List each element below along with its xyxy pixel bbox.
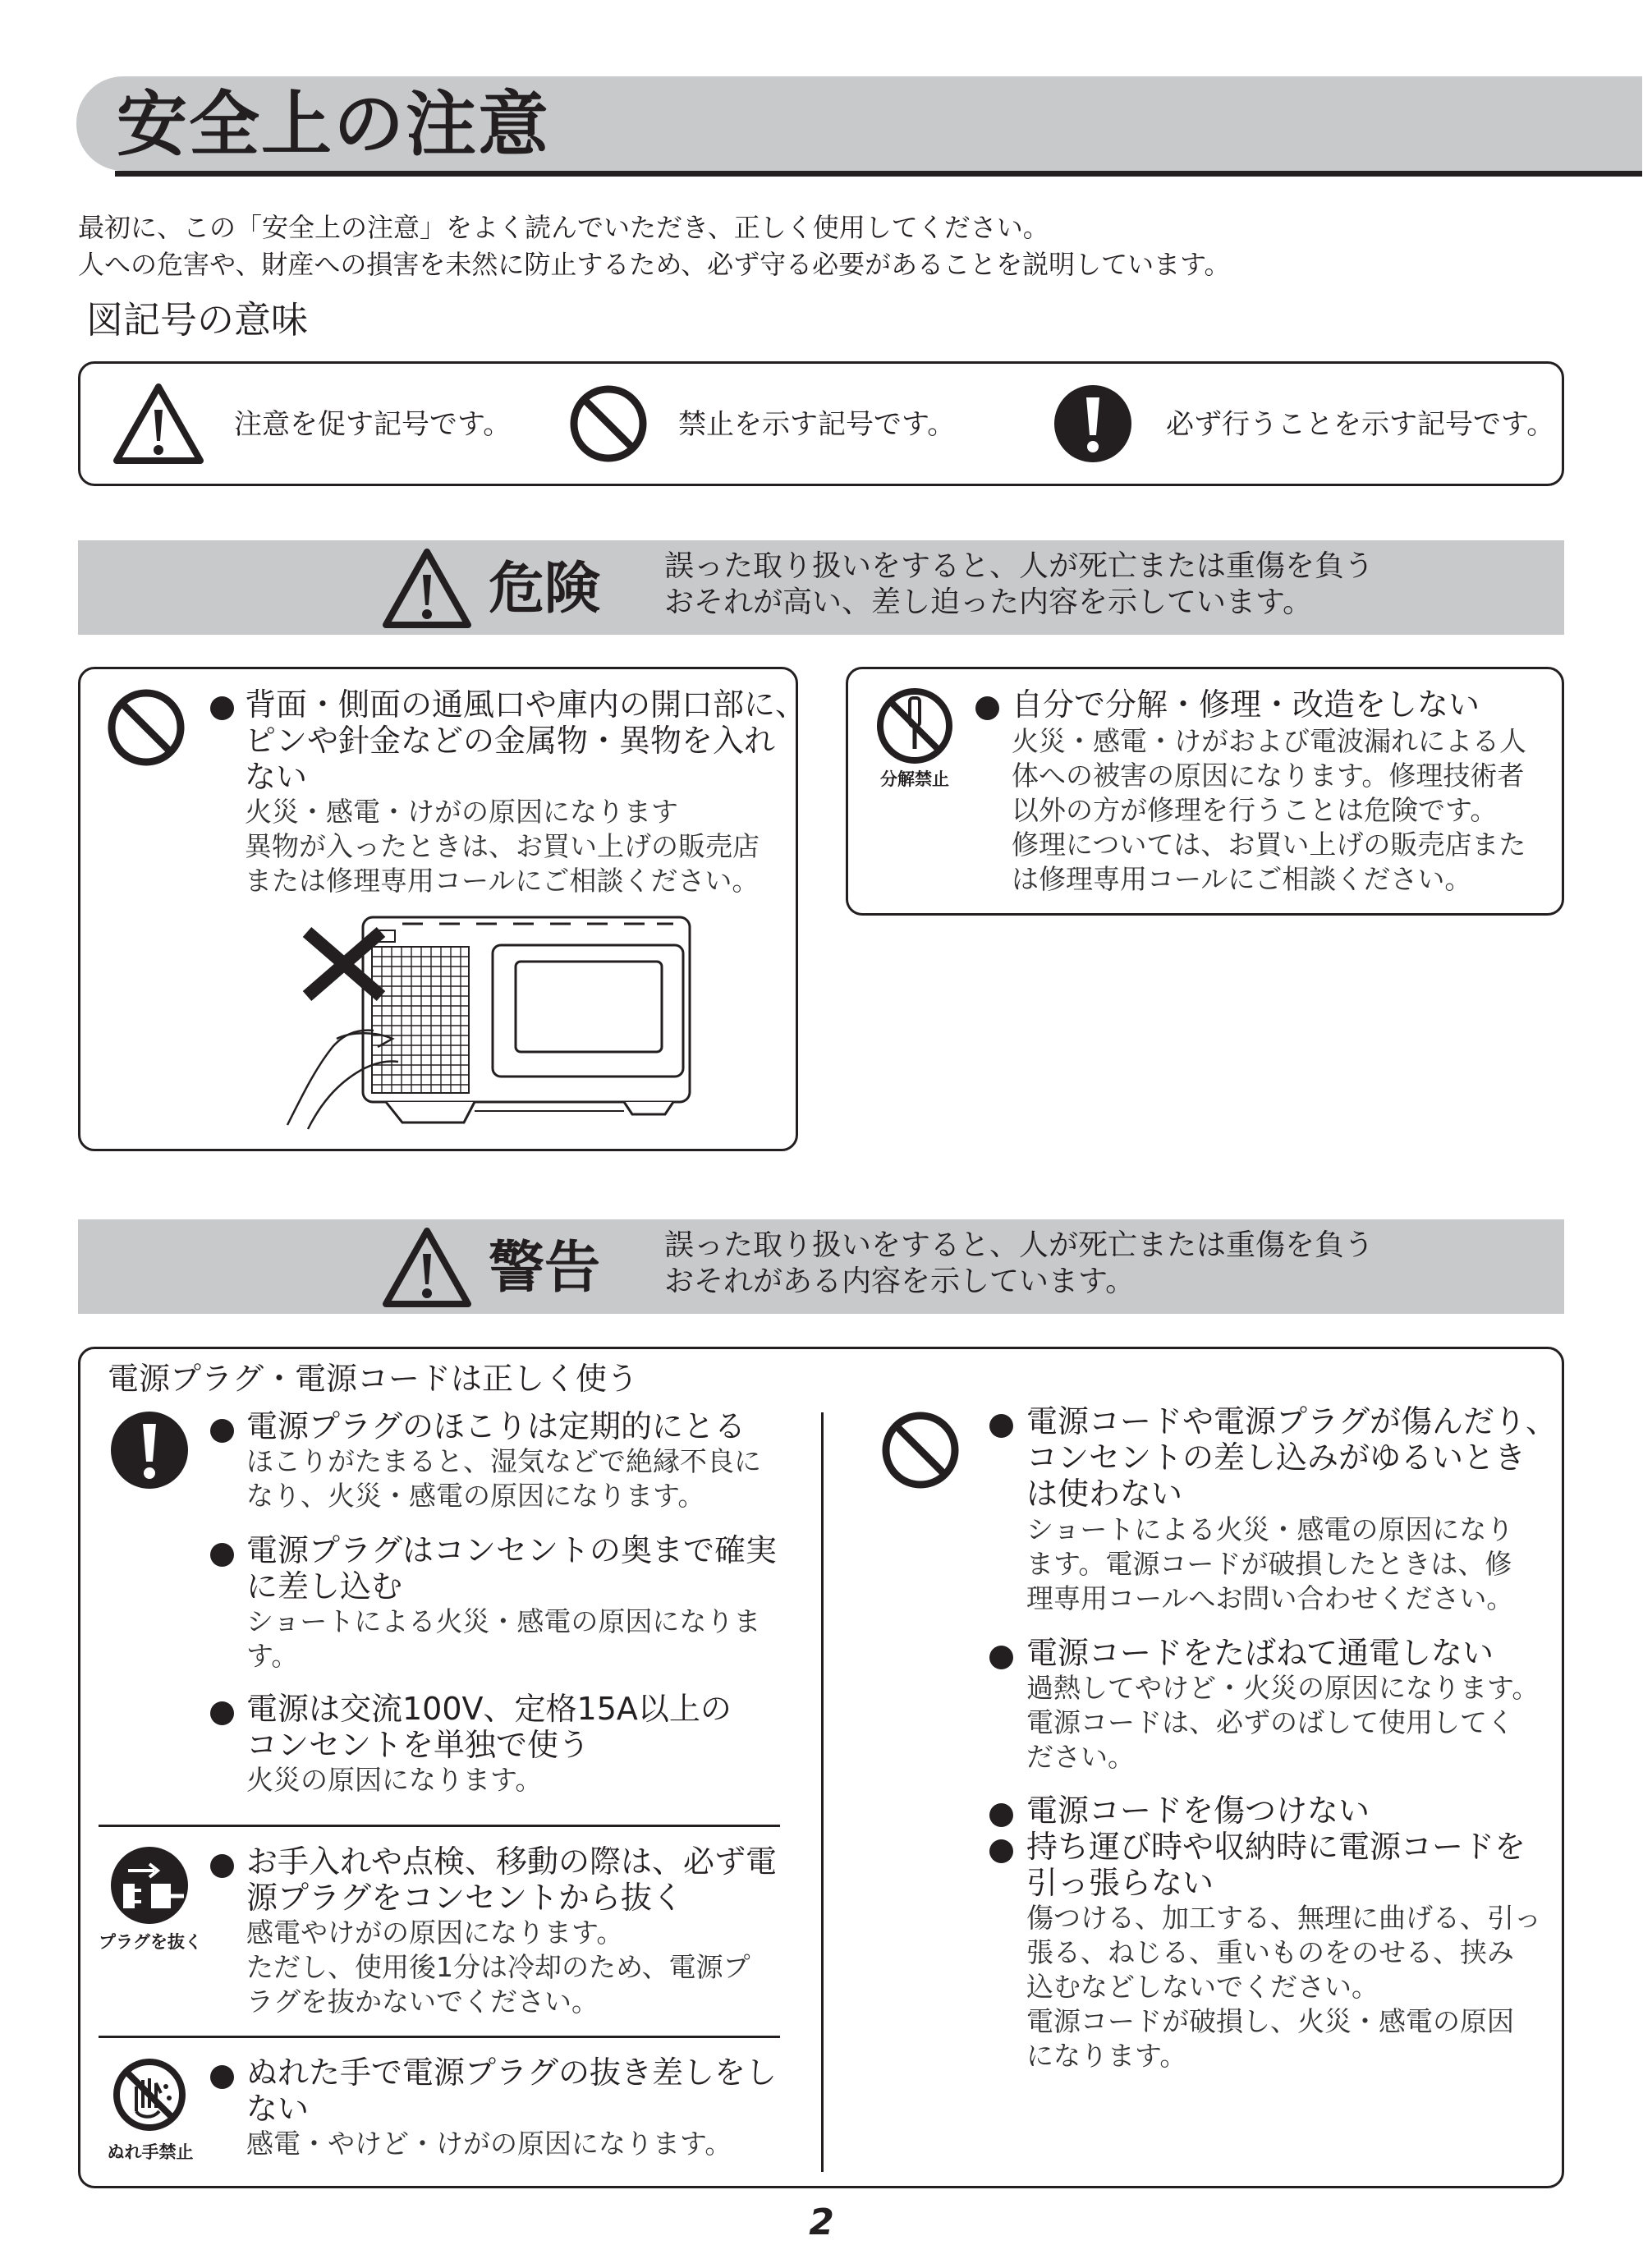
- intro-line-1: 最初に、この「安全上の注意」をよく読んでいただき、正しく使用してください。: [78, 212, 1049, 243]
- bullet-dot: [975, 696, 999, 720]
- danger-desc-line-2: おそれが高い、差し迫った内容を示しています。: [664, 585, 1313, 619]
- warning-left-2-heading: 電源プラグはコンセントの奥まで確実 に差し込む: [246, 1532, 778, 1605]
- warning-right-4-body: 傷つける、加工する、無理に曲げる、引っ 張る、ねじる、重いものをのせる、挟み 込むなどしないでください。 電源コードが破損し、火災・感電の原因 になります。: [1026, 1902, 1541, 2072]
- no-wet-hands-icon: [112, 2057, 187, 2133]
- warning-triangle-icon: [383, 1227, 471, 1307]
- danger-left-body: 火災・感電・けがの原因になります 異物が入ったときは、お買い上げの販売店 または修理専用コールにご相談ください。: [245, 796, 760, 897]
- warning-left-3-heading: 電源は交流100V、定格15A以上の コンセントを単独で使う: [246, 1691, 732, 1763]
- warning-word: 警告: [489, 1236, 601, 1301]
- danger-desc-line-1: 誤った取り扱いをすると、人が死亡または重傷を負う: [664, 549, 1375, 583]
- legend-mandatory-label: 必ず行うことを示す記号です。: [1166, 408, 1555, 441]
- warning-left-4-body: 感電やけがの原因になります。 ただし、使用後1分は冷却のため、電源プ ラグを抜かないでください。: [246, 1917, 750, 2018]
- bullet-dot: [989, 1414, 1013, 1438]
- legend-caution-label: 注意を促す記号です。: [234, 408, 512, 441]
- warning-right-4-heading: 持ち運び時や収納時に電源コードを 引っ張らない: [1026, 1829, 1526, 1901]
- warning-left-5-heading: ぬれた手で電源プラグの抜き差しをし ない: [246, 2055, 778, 2127]
- bullet-dot: [210, 1419, 234, 1443]
- warning-left-4-heading: お手入れや点検、移動の際は、必ず電 源プラグをコンセントから抜く: [246, 1843, 778, 1916]
- mandatory-icon: [1053, 384, 1132, 463]
- bullet-dot: [210, 1543, 234, 1567]
- bullet-dot: [989, 1646, 1013, 1669]
- danger-left-heading: 背面・側面の通風口や庫内の開口部に、 ピンや針金などの金属物・異物を入れ ない: [245, 686, 807, 795]
- title-underline: [115, 171, 1642, 177]
- warning-left-1-body: ほこりがたまると、湿気などで絶縁不良に なり、火災・感電の原因になります。: [246, 1445, 761, 1512]
- unplug-icon: [110, 1846, 189, 1925]
- bullet-dot: [210, 2065, 234, 2089]
- intro-line-2: 人への危害や、財産への損害を未然に防止するため、必ず守る必要があることを説明しています。: [78, 249, 1231, 280]
- warning-desc-line-2: おそれがある内容を示しています。: [664, 1265, 1136, 1298]
- bullet-dot: [989, 1839, 1013, 1863]
- bullet-dot: [210, 1701, 234, 1725]
- warning-left-5-body: 感電・やけど・けがの原因になります。: [246, 2128, 732, 2160]
- prohibition-icon: [881, 1411, 960, 1490]
- warning-right-2-body: 過熱してやけど・火災の原因になります。 電源コードは、必ずのばして使用してく ださい。: [1026, 1672, 1540, 1773]
- column-divider: [821, 1412, 824, 2172]
- bullet-dot: [989, 1803, 1013, 1827]
- danger-right-body: 火災・感電・けがおよび電波漏れによる人 体への被害の原因になります。修理技術者 以外の方が修理を行うことは危険です。 修理については、お買い上げの販売店また は修理専用コールにご相談ください。: [1012, 725, 1526, 895]
- row-divider: [99, 1825, 780, 1827]
- mandatory-icon: [110, 1411, 189, 1490]
- power-box-title: 電源プラグ・電源コードは正しく使う: [108, 1361, 639, 1397]
- bullet-dot: [210, 1854, 234, 1878]
- microwave-back-illustration: [287, 907, 698, 1129]
- no-wet-hands-caption: ぬれ手禁止: [107, 2142, 194, 2162]
- warning-right-3-heading: 電源コードを傷つけない: [1026, 1793, 1370, 1829]
- warning-right-1-body: ショートによる火災・感電の原因になり ます。電源コードが破損したときは、修 理専用コールへお問い合わせください。: [1026, 1513, 1514, 1614]
- caution-triangle-icon: [113, 382, 204, 464]
- no-disassembly-caption: 分解禁止: [880, 769, 949, 789]
- prohibition-icon: [107, 688, 186, 767]
- warning-right-1-heading: 電源コードや電源プラグが傷んだり、 コンセントの差し込みがゆるいとき は使わない: [1026, 1403, 1558, 1512]
- warning-left-3-body: 火災の原因になります。: [246, 1764, 543, 1796]
- page-number: 2: [809, 2201, 834, 2243]
- bullet-dot: [210, 696, 234, 720]
- row-divider: [99, 2036, 780, 2038]
- legend-prohibition-label: 禁止を示す記号です。: [678, 408, 956, 441]
- danger-word: 危険: [489, 557, 601, 622]
- prohibition-icon: [569, 384, 648, 463]
- warning-left-2-body: ショートによる火災・感電の原因になりま す。: [246, 1605, 761, 1672]
- danger-triangle-icon: [383, 548, 471, 628]
- warning-left-1-heading: 電源プラグのほこりは定期的にとる: [246, 1408, 746, 1444]
- unplug-caption: プラグを抜く: [99, 1932, 202, 1952]
- warning-right-2-heading: 電源コードをたばねて通電しない: [1026, 1635, 1494, 1671]
- no-disassembly-icon: [875, 686, 954, 765]
- danger-right-heading: 自分で分解・修理・改造をしない: [1012, 686, 1480, 723]
- warning-desc-line-1: 誤った取り扱いをすると、人が死亡または重傷を負う: [664, 1228, 1375, 1262]
- page-title: 安全上の注意: [117, 84, 550, 166]
- symbols-heading: 図記号の意味: [86, 298, 309, 342]
